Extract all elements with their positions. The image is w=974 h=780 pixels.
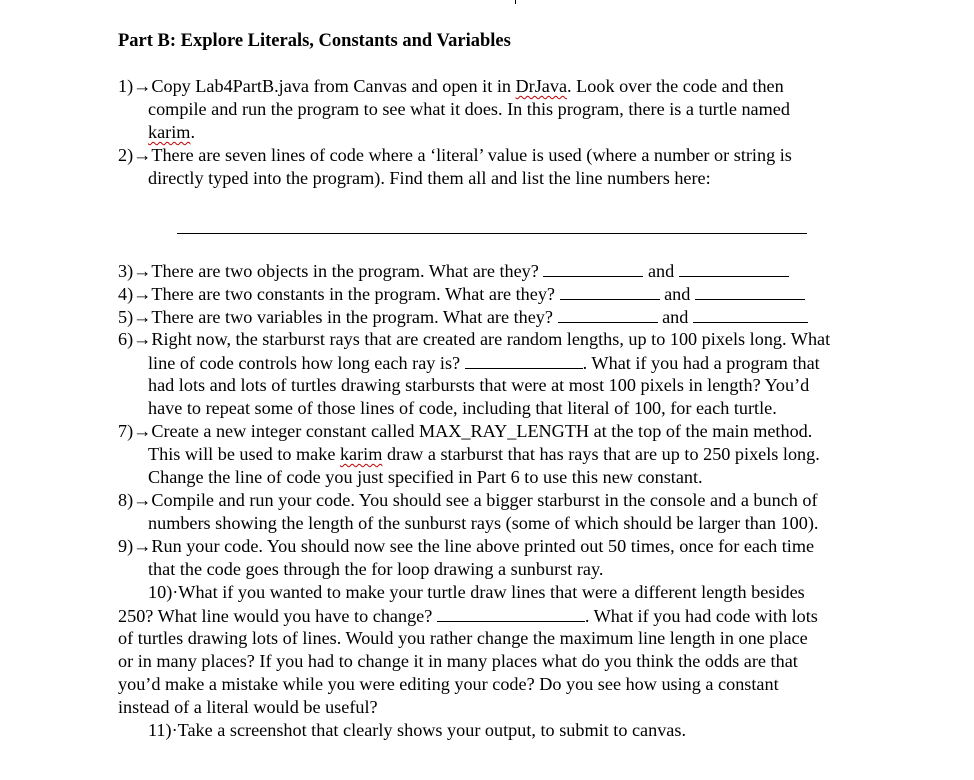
page-top-mark [515,0,516,4]
q6-line-2 [148,351,820,375]
q4-line [118,282,805,306]
q10-text-a: 250? What line would you have to change? [118,606,437,626]
section-title: Part B: Explore Literals, Constants and Variables [118,31,511,51]
q6-answer-blank[interactable] [465,351,583,369]
q2-line-2: directly typed into the program). Find them all and list the line numbers here: [148,168,711,188]
q10-line-6: instead of a literal would be useful? [118,697,378,717]
q1-line-2: compile and run the program to see what it does. In this program, there is a turtle named [148,99,790,119]
q6-line-4: have to repeat some of those lines of code, including that literal of 100, for each turtle. [148,398,777,418]
q3-answer-blank-1[interactable] [543,259,643,277]
q3-and: and [643,261,679,281]
q9-line-1: 9)→Run your code. You should now see the line above printed out 50 times, once for each time [118,536,815,556]
q6-line-1: 6)→Right now, the starburst rays that are created are random lengths, up to 100 pixels long. What [118,329,831,349]
q10-line-4: or in many places? If you had to change it in many places what do you think the odds are that [118,651,798,671]
q7-line-1: 7)→Create a new integer constant called MAX_RAY_LENGTH at the top of the main method. [118,421,813,441]
q5-text: 5)→There are two variables in the program. What are they? [118,307,558,327]
q10-line-1: 10)·What if you wanted to make your turtle draw lines that were a different length besides [148,582,805,602]
q1-end: . [190,122,195,142]
q1-karim: karim [148,122,191,142]
q2-line-1: 2)→There are seven lines of code where a ‘literal’ value is used (where a number or string is [118,145,792,165]
q5-answer-blank-2[interactable] [693,305,808,323]
q7-line-2 [148,443,820,466]
q3-answer-blank-2[interactable] [679,259,789,277]
q7-karim: karim [339,444,383,464]
q4-and: and [659,284,695,304]
q10-text-b: . What if you had code with lots [584,606,818,626]
q1-line-3 [148,121,195,144]
q4-answer-blank-2[interactable] [695,282,805,300]
q10-answer-blank[interactable] [437,604,585,622]
q10-line-2 [118,604,818,628]
q2-answer-line[interactable] [177,233,807,234]
q4-text: 4)→There are two constants in the program. What are they? [118,284,560,304]
q5-and: and [657,307,693,327]
q8-line-2: numbers showing the length of the sunburst rays (some of which should be larger than 100). [148,513,819,533]
q6-text-a: line of code controls how long each ray is? [148,353,465,373]
q9-line-2: that the code goes through the for loop drawing a sunburst ray. [148,559,604,579]
q3-text: 3)→There are two objects in the program. What are they? [118,261,544,281]
q7-text-b: draw a starburst that has rays that are up to 250 pixels long. [382,444,820,464]
q6-text-b: . What if you had a program that [582,353,820,373]
q1-line-1 [118,75,784,98]
q4-answer-blank-1[interactable] [560,282,660,300]
q6-line-3: had lots and lots of turtles drawing starbursts that were at most 100 pixels in length? You’d [148,375,810,395]
q3-line [118,259,789,283]
q1-text-b: . Look over the code and then [567,76,784,96]
q10-line-3: of turtles drawing lots of lines. Would you rather change the maximum line length in one place [118,628,808,648]
q7-line-3: Change the line of code you just specified in Part 6 to use this new constant. [148,467,703,487]
q5-answer-blank-1[interactable] [558,305,658,323]
q1-drjava: DrJava [515,76,568,96]
q10-line-5: you’d make a mistake while you were editing your code? Do you see how using a constant [118,674,779,694]
q8-line-1: 8)→Compile and run your code. You should see a bigger starburst in the console and a bunch of [118,490,818,510]
q11-line: 11)·Take a screenshot that clearly shows your output, to submit to canvas. [148,720,686,740]
q1-text-a: 1)→Copy Lab4PartB.java from Canvas and open it in [118,76,516,96]
q5-line [118,305,808,329]
q7-text-a: This will be used to make [148,444,340,464]
